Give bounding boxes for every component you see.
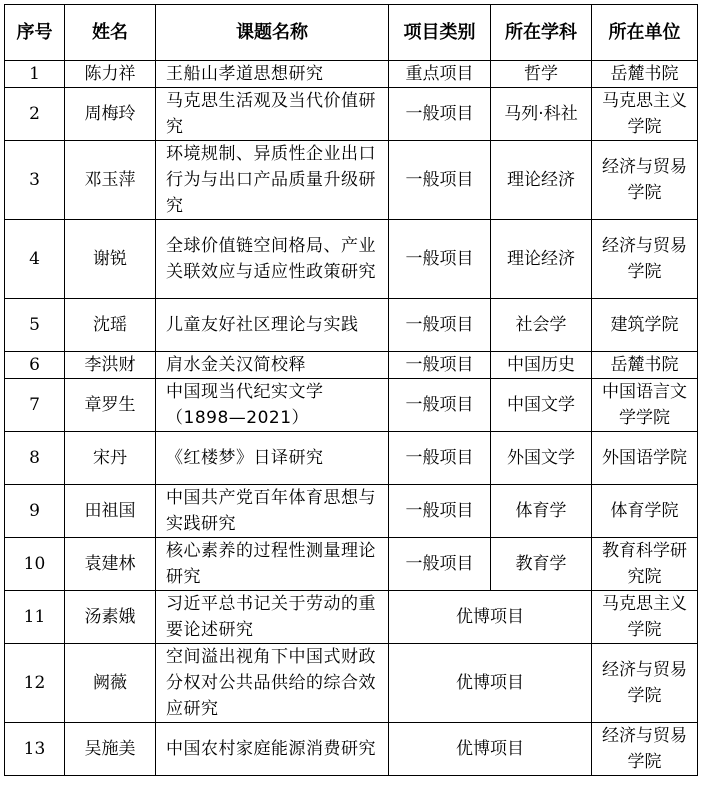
table-row [5,723,698,776]
cell-type: 一般项目 [389,538,491,591]
cell-no: 13 [5,723,65,776]
cell-type: 一般项目 [389,352,491,379]
cell-unit: 经济与贸易学院 [592,220,698,299]
cell-discipline: 外国文学 [491,432,592,485]
cell-topic: 环境规制、异质性企业出口行为与出口产品质量升级研究 [156,141,389,220]
cell-discipline: 中国历史 [491,352,592,379]
cell-name: 邓玉萍 [65,141,156,220]
table-row [5,88,698,141]
cell-unit: 马克思主义学院 [592,88,698,141]
cell-name: 汤素娥 [65,591,156,644]
cell-type: 一般项目 [389,220,491,299]
cell-name: 章罗生 [65,379,156,432]
cell-unit: 马克思主义学院 [592,591,698,644]
cell-type: 一般项目 [389,88,491,141]
header-unit: 所在单位 [592,5,698,61]
cell-no: 10 [5,538,65,591]
cell-topic: 王船山孝道思想研究 [156,61,389,88]
cell-topic: 中国现当代纪实文学（1898—2021） [156,379,389,432]
table-row [5,538,698,591]
cell-no: 8 [5,432,65,485]
cell-no: 5 [5,299,65,352]
cell-name: 周梅玲 [65,88,156,141]
cell-type: 一般项目 [389,485,491,538]
cell-topic: 空间溢出视角下中国式财政分权对公共品供给的综合效应研究 [156,644,389,723]
cell-no: 2 [5,88,65,141]
cell-no: 3 [5,141,65,220]
cell-unit: 岳麓书院 [592,352,698,379]
table-row [5,220,698,299]
table-row [5,61,698,88]
cell-unit: 经济与贸易学院 [592,141,698,220]
header-topic: 课题名称 [156,5,389,61]
table-row [5,299,698,352]
cell-unit: 教育科学研究院 [592,538,698,591]
cell-unit: 岳麓书院 [592,61,698,88]
cell-unit: 建筑学院 [592,299,698,352]
cell-no: 7 [5,379,65,432]
cell-topic: 儿童友好社区理论与实践 [156,299,389,352]
table-row [5,379,698,432]
cell-discipline: 马列·科社 [491,88,592,141]
header-row [5,5,698,61]
table-row [5,485,698,538]
cell-topic: 核心素养的过程性测量理论研究 [156,538,389,591]
cell-name: 袁建林 [65,538,156,591]
cell-name: 陈力祥 [65,61,156,88]
cell-topic: 中国共产党百年体育思想与实践研究 [156,485,389,538]
table-row [5,141,698,220]
cell-type: 重点项目 [389,61,491,88]
cell-unit: 经济与贸易学院 [592,723,698,776]
cell-name: 宋丹 [65,432,156,485]
cell-no: 4 [5,220,65,299]
header-type: 项目类别 [389,5,491,61]
cell-discipline: 体育学 [491,485,592,538]
cell-topic: 肩水金关汉简校释 [156,352,389,379]
cell-name: 李洪财 [65,352,156,379]
cell-type: 优博项目 [389,591,592,644]
project-table [4,4,698,776]
cell-name: 田祖国 [65,485,156,538]
cell-name: 吴施美 [65,723,156,776]
cell-no: 1 [5,61,65,88]
cell-topic: 马克思生活观及当代价值研究 [156,88,389,141]
cell-discipline: 理论经济 [491,141,592,220]
cell-type: 优博项目 [389,723,592,776]
cell-topic: 习近平总书记关于劳动的重要论述研究 [156,591,389,644]
cell-discipline: 哲学 [491,61,592,88]
table-row [5,644,698,723]
cell-discipline: 中国文学 [491,379,592,432]
cell-no: 6 [5,352,65,379]
cell-unit: 外国语学院 [592,432,698,485]
cell-no: 9 [5,485,65,538]
cell-discipline: 理论经济 [491,220,592,299]
cell-no: 11 [5,591,65,644]
cell-discipline: 社会学 [491,299,592,352]
cell-topic: 全球价值链空间格局、产业关联效应与适应性政策研究 [156,220,389,299]
cell-type: 一般项目 [389,432,491,485]
header-name: 姓名 [65,5,156,61]
cell-unit: 中国语言文学学院 [592,379,698,432]
cell-name: 阙薇 [65,644,156,723]
table-row [5,591,698,644]
cell-topic: 《红楼梦》日译研究 [156,432,389,485]
cell-name: 沈瑶 [65,299,156,352]
cell-unit: 经济与贸易学院 [592,644,698,723]
cell-type: 一般项目 [389,299,491,352]
cell-unit: 体育学院 [592,485,698,538]
cell-type: 一般项目 [389,379,491,432]
cell-type: 优博项目 [389,644,592,723]
cell-no: 12 [5,644,65,723]
header-no: 序号 [5,5,65,61]
cell-discipline: 教育学 [491,538,592,591]
header-discipline: 所在学科 [491,5,592,61]
table-row [5,352,698,379]
table-row [5,432,698,485]
cell-name: 谢锐 [65,220,156,299]
cell-type: 一般项目 [389,141,491,220]
cell-topic: 中国农村家庭能源消费研究 [156,723,389,776]
